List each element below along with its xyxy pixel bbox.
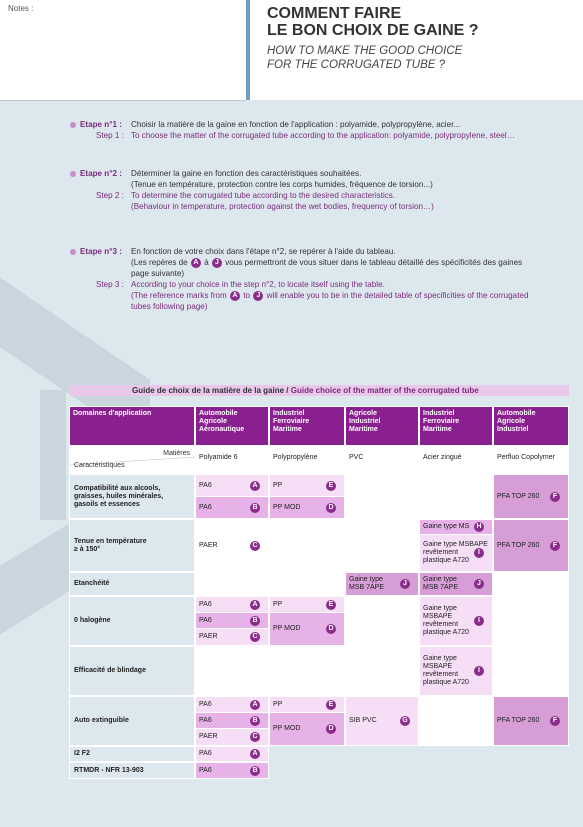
material-pp: Polypropylène	[269, 446, 345, 474]
cell-r0-steel	[419, 474, 493, 519]
entry-paer-c: PAER C	[196, 520, 268, 571]
mark-j-icon: J	[400, 579, 410, 589]
cell-r4-pa6	[195, 646, 269, 696]
entry-pa6-a: PA6 A	[196, 597, 268, 612]
step-1	[0, 119, 583, 141]
header-col-2: Industriel Ferroviaire Maritime	[269, 406, 345, 446]
entry-pa6-a: PA6 A	[196, 475, 268, 496]
row-label-rtmdr: RTMDR - NFR 13-903	[69, 762, 195, 779]
page-title-en	[267, 44, 462, 72]
entry-pfa-f: PFA TOP 260 F	[494, 475, 568, 518]
choice-guide-table	[69, 406, 569, 781]
bullet-icon	[70, 171, 76, 177]
mark-a-icon: A	[230, 291, 240, 301]
mark-d-icon: D	[326, 724, 336, 734]
step-3-text-fr-1: En fonction de votre choix dans l'étape n°2, se repérer à l'aide du tableau.	[131, 247, 396, 256]
entry-pp-e: PP E	[270, 475, 344, 496]
mark-f-icon: F	[550, 541, 560, 551]
row-label-halogen-free: 0 halogène	[69, 596, 195, 646]
step-2-text-fr-2: (Tenue en température, protection contre les corps humides, fréquence de torsion...)	[131, 180, 433, 189]
label-caracteristiques: Caractéristiques	[74, 462, 125, 469]
step-3-text-en-3: tubes following page)	[131, 302, 208, 311]
entry-pfa-f: PFA TOP 260 F	[494, 520, 568, 571]
mark-c-icon: C	[250, 541, 260, 551]
page-title-fr	[267, 5, 479, 39]
row-label-compatibility: Compatibilité aux alcools, graisses, huiles minérales, gasoils et essences	[69, 474, 195, 519]
materials-characteristics-cell	[69, 446, 195, 474]
mark-j-icon: J	[253, 291, 263, 301]
mark-i-icon: I	[474, 548, 484, 558]
entry-ppmod-d: PP MOD D	[270, 497, 344, 518]
mark-b-icon: B	[250, 503, 260, 513]
row-label-temperature: Tenue en température ≥ à 150°	[69, 519, 195, 572]
cell-r4-pfa	[493, 646, 569, 696]
mark-f-icon: F	[550, 716, 560, 726]
entry-steel-h: Gaine type MS H	[420, 520, 492, 534]
step-2-text-en-1: To determine the corrugated tube according to the desired characteristics.	[131, 191, 396, 200]
entry-paer-c: PAER C	[196, 629, 268, 645]
entry-steel-i: Gaine type MSBAPE revêtement plastique A720 I	[420, 535, 492, 571]
bullet-icon	[70, 249, 76, 255]
mark-i-icon: I	[474, 666, 484, 676]
entry-pa6-b: PA6 B	[196, 713, 268, 728]
title-fr-line-1: COMMENT FAIRE	[267, 5, 402, 22]
mark-c-icon: C	[250, 732, 260, 742]
cell-r0-pvc	[345, 474, 419, 519]
entry-paer-c: PAER C	[196, 729, 268, 745]
title-en-line-2: FOR THE CORRUGATED TUBE ?	[267, 59, 446, 71]
entry-pa6-b: PA6 B	[196, 613, 268, 628]
material-pfa: Perfluo Copolymer	[493, 446, 569, 474]
cell-r5-steel	[419, 696, 493, 746]
header-col-1: Automobile Agricole Aéronautique	[195, 406, 269, 446]
step-3-text-en-1: According to your choice in the step n°2, to locate itself using the table.	[131, 280, 385, 289]
step-2-label-fr: Etape n°2 :	[80, 169, 122, 178]
step-3-text-fr-2: (Les repères de A à J vous permettront de vous situer dans le tableau détaillé des spécificités des gaines	[131, 258, 523, 267]
cell-r3-pvc	[345, 596, 419, 646]
cell-r4-pp	[269, 646, 345, 696]
notes-box	[0, 0, 246, 101]
mark-f-icon: F	[550, 492, 560, 502]
mark-e-icon: E	[326, 600, 336, 610]
header-col-5: Automobile Agricole Industriel	[493, 406, 569, 446]
header-col-3: Agricole Industriel Maritime	[345, 406, 419, 446]
cell-r4-pvc	[345, 646, 419, 696]
header-domains: Domaines d'application	[69, 406, 195, 446]
step-1-label-fr: Etape n°1 :	[80, 120, 122, 129]
bullet-icon	[70, 122, 76, 128]
row-label-self-extinguishing: Auto extinguible	[69, 696, 195, 746]
entry-steel-j: Gaine type MSB 7APE J	[420, 573, 492, 595]
notes-label: Notes :	[8, 4, 34, 13]
step-3-label-en: Step 3 :	[96, 280, 124, 289]
mark-e-icon: E	[326, 700, 336, 710]
cell-r1-pvc	[345, 519, 419, 572]
entry-pa6-a: PA6 A	[196, 697, 268, 712]
mark-j-icon: J	[212, 258, 222, 268]
mark-b-icon: B	[250, 716, 260, 726]
entry-pa6-a: PA6 A	[196, 747, 268, 761]
guide-title: Guide de choix de la matière de la gaine / Guide choice of the matter of the corrugated tube	[132, 386, 479, 395]
step-1-label-en: Step 1 :	[96, 131, 124, 140]
row-label-shielding: Efficacité de blindage	[69, 646, 195, 696]
label-matieres: Matières	[163, 450, 190, 457]
cell-r3-pfa	[493, 596, 569, 646]
mark-i-icon: I	[474, 616, 484, 626]
entry-pp-e: PP E	[270, 597, 344, 612]
step-3-text-fr-3: page suivante)	[131, 269, 185, 278]
mark-b-icon: B	[250, 766, 260, 776]
mark-b-icon: B	[250, 616, 260, 626]
guide-title-bar	[70, 385, 569, 396]
mark-e-icon: E	[326, 481, 336, 491]
entry-pvc-j: Gaine type MSB 7APE J	[346, 573, 418, 595]
title-fr-line-2: LE BON CHOIX DE GAINE ?	[267, 22, 479, 39]
mark-a-icon: A	[250, 700, 260, 710]
cell-r1-pp	[269, 519, 345, 572]
entry-pa6-b: PA6 B	[196, 763, 268, 778]
cell-r2-pfa	[493, 572, 569, 596]
mark-a-icon: A	[250, 749, 260, 759]
step-1-text-en: To choose the matter of the corrugated tube according to the application: polyamide, polypropylene, steel…	[131, 131, 515, 140]
entry-steel-i: Gaine type MSBAPE revêtement plastique A720 I	[420, 647, 492, 695]
step-3-label-fr: Etape n°3 :	[80, 247, 122, 256]
cell-r2-pa6	[195, 572, 269, 596]
step-1-text-fr: Choisir la matière de la gaine en fonction de l'application : polyamide, polypropylène, acier...	[131, 120, 461, 129]
title-en-line-1: HOW TO MAKE THE GOOD CHOICE	[267, 45, 463, 57]
entry-steel-i: Gaine type MSBAPE revêtement plastique A720 I	[420, 597, 492, 645]
entry-pvc-g: SIB PVC G	[346, 697, 418, 745]
step-2-text-en-2: (Behaviour in temperature, protection against the wet bodies, frequency of torsion…)	[131, 202, 434, 211]
cell-r2-pp	[269, 572, 345, 596]
mark-a-icon: A	[250, 600, 260, 610]
step-2-label-en: Step 2 :	[96, 191, 124, 200]
step-2	[0, 168, 583, 212]
mark-a-icon: A	[191, 258, 201, 268]
row-label-i2f2: I2 F2	[69, 746, 195, 762]
mark-c-icon: C	[250, 632, 260, 642]
mark-g-icon: G	[400, 716, 410, 726]
row-label-sealing: Etanchéité	[69, 572, 195, 596]
entry-pfa-f: PFA TOP 260 F	[494, 697, 568, 745]
step-3-text-en-2: (The reference marks from A to J will enable you to be in the detailed table of specificities of the corrugated	[131, 291, 529, 300]
entry-ppmod-d: PP MOD D	[270, 613, 344, 645]
mark-d-icon: D	[326, 503, 336, 513]
mark-d-icon: D	[326, 624, 336, 634]
entry-ppmod-d: PP MOD D	[270, 713, 344, 745]
material-pvc: PVC	[345, 446, 419, 474]
entry-pp-e: PP E	[270, 697, 344, 712]
step-3	[0, 246, 583, 312]
header-col-4: Industriel Ferroviaire Maritime	[419, 406, 493, 446]
mark-h-icon: H	[474, 522, 484, 532]
step-2-text-fr-1: Déterminer la gaine en fonction des caractéristiques souhaitées.	[131, 169, 362, 178]
mark-a-icon: A	[250, 481, 260, 491]
material-pa6: Polyamide 6	[195, 446, 269, 474]
entry-pa6-b: PA6 B	[196, 497, 268, 518]
title-box	[246, 0, 583, 100]
mark-j-icon: J	[474, 579, 484, 589]
material-steel: Acier zingué	[419, 446, 493, 474]
